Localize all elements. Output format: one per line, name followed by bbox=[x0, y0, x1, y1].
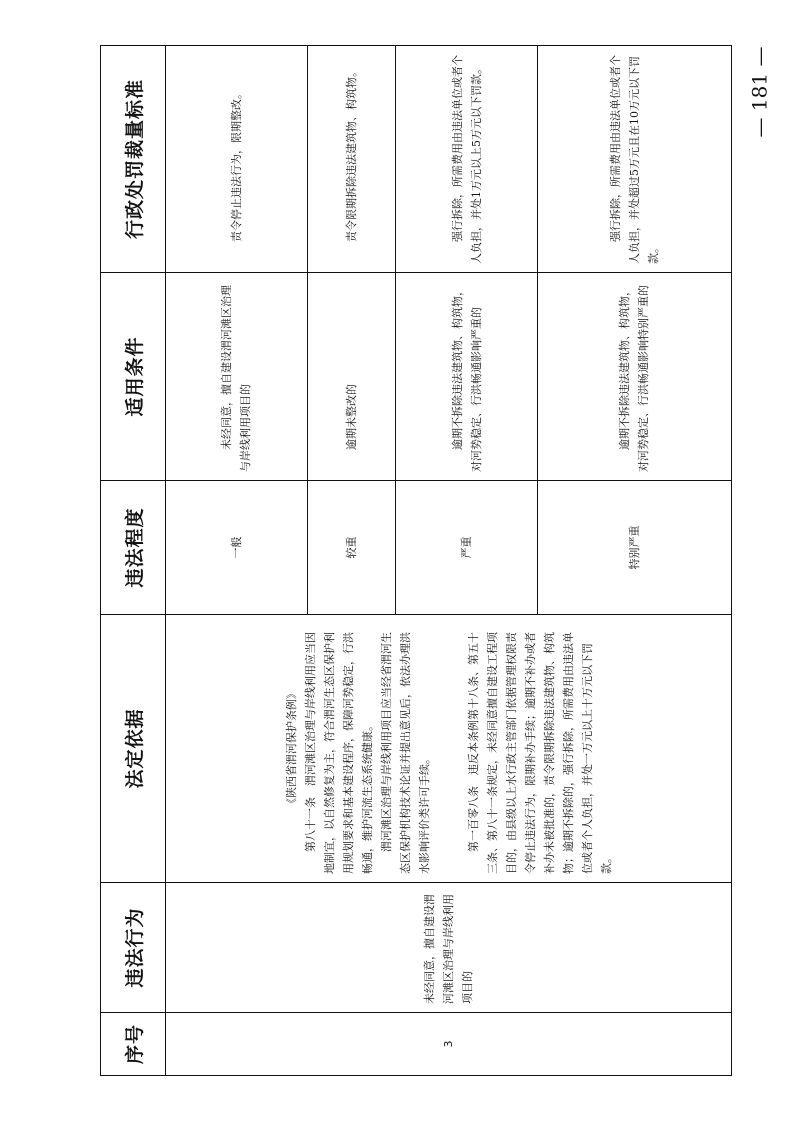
cell-illegal-act: 未经同意，擅自建设渭河滩区治理与岸线利用项目的 bbox=[166, 883, 732, 1013]
cell-standard bbox=[537, 46, 731, 273]
condition-text: 未经同意，擅自建设渭河滩区治理与岸线利用项目的 bbox=[220, 285, 253, 472]
header-legal-basis: 法定依据 bbox=[101, 615, 166, 883]
standard-text: 责令停止违法行为，限期整改。 bbox=[229, 88, 243, 242]
cell-standard bbox=[396, 46, 538, 273]
basis-paragraph: 渭河滩区治理与岸线利用项目应当经省渭河生态区保护机构技术论证并提出意见后，依法办理洪水影响评价类许可手续。 bbox=[379, 632, 431, 874]
standard-text: 强行拆除，所需费用由违法单位或者个人负担，并处1万元以上5万元以下罚款。 bbox=[450, 55, 483, 264]
condition-text: 逾期不拆除违法建筑物、构筑物，对河势稳定、行洪畅通影响特别严重的 bbox=[618, 285, 651, 472]
page-number bbox=[744, 32, 774, 152]
cell-legal-basis bbox=[166, 615, 732, 883]
table-row bbox=[166, 46, 308, 1076]
cell-standard bbox=[307, 46, 396, 273]
cell-condition bbox=[166, 273, 308, 481]
standard-text: 责令限期拆除违法建筑物、构筑物。 bbox=[344, 66, 358, 242]
header-seq: 序号 bbox=[101, 1013, 166, 1076]
table-header-row bbox=[101, 46, 166, 1076]
cell-degree: 特别严重 bbox=[537, 481, 731, 615]
cell-standard bbox=[166, 46, 308, 273]
basis-paragraph: 第一百零八条 违反本条例第十八条、第五十三条、第八十一条规定，未经同意擅自建设工程项目的，由县级以上水行政主管部门依据管理权限责令停止违法行为，限期补办手续；逾期不补办或者补办未被批准的，责令限期拆除违法建筑物、构筑物；逾期不拆除的，强行拆除，所需费用由违法单位或者个人负担，并处一万元以上十万元以下罚款。 bbox=[466, 632, 613, 874]
header-violation-degree: 违法程度 bbox=[101, 481, 166, 615]
cell-condition bbox=[307, 273, 396, 481]
cell-condition bbox=[537, 273, 731, 481]
basis-paragraph: 第八十一条 渭河滩区治理与岸线利用应当因地制宜，以自然修复为主，符合渭河生态区保护利用规划要求和基本建设程序，保障河势稳定，行洪畅通，维护河流生态系统健康。 bbox=[303, 632, 374, 874]
rotated-page bbox=[100, 46, 732, 1076]
cell-seq: 3 bbox=[166, 1013, 732, 1076]
page-number-text: — 181 — bbox=[747, 46, 772, 138]
cell-degree: 严重 bbox=[396, 481, 538, 615]
cell-condition bbox=[396, 273, 538, 481]
cell-degree: 较重 bbox=[307, 481, 396, 615]
law-name: 《陕西省渭河保护条例》 bbox=[284, 688, 298, 809]
cell-degree: 一般 bbox=[166, 481, 308, 615]
header-illegal-act: 违法行为 bbox=[101, 883, 166, 1013]
header-applicable-condition: 适用条件 bbox=[101, 273, 166, 481]
penalty-discretion-table bbox=[100, 45, 732, 1076]
condition-text: 逾期不拆除违法建筑物、构筑物，对河势稳定、行洪畅通影响严重的 bbox=[450, 285, 483, 472]
condition-text: 逾期未整改的 bbox=[344, 384, 358, 450]
standard-text: 强行拆除，所需费用由违法单位或者个人负担，并处超过5万元且在10万元以下罚款。 bbox=[608, 55, 660, 264]
paragraph-gap bbox=[434, 623, 464, 874]
header-penalty-standard: 行政处罚裁量标准 bbox=[101, 46, 166, 273]
